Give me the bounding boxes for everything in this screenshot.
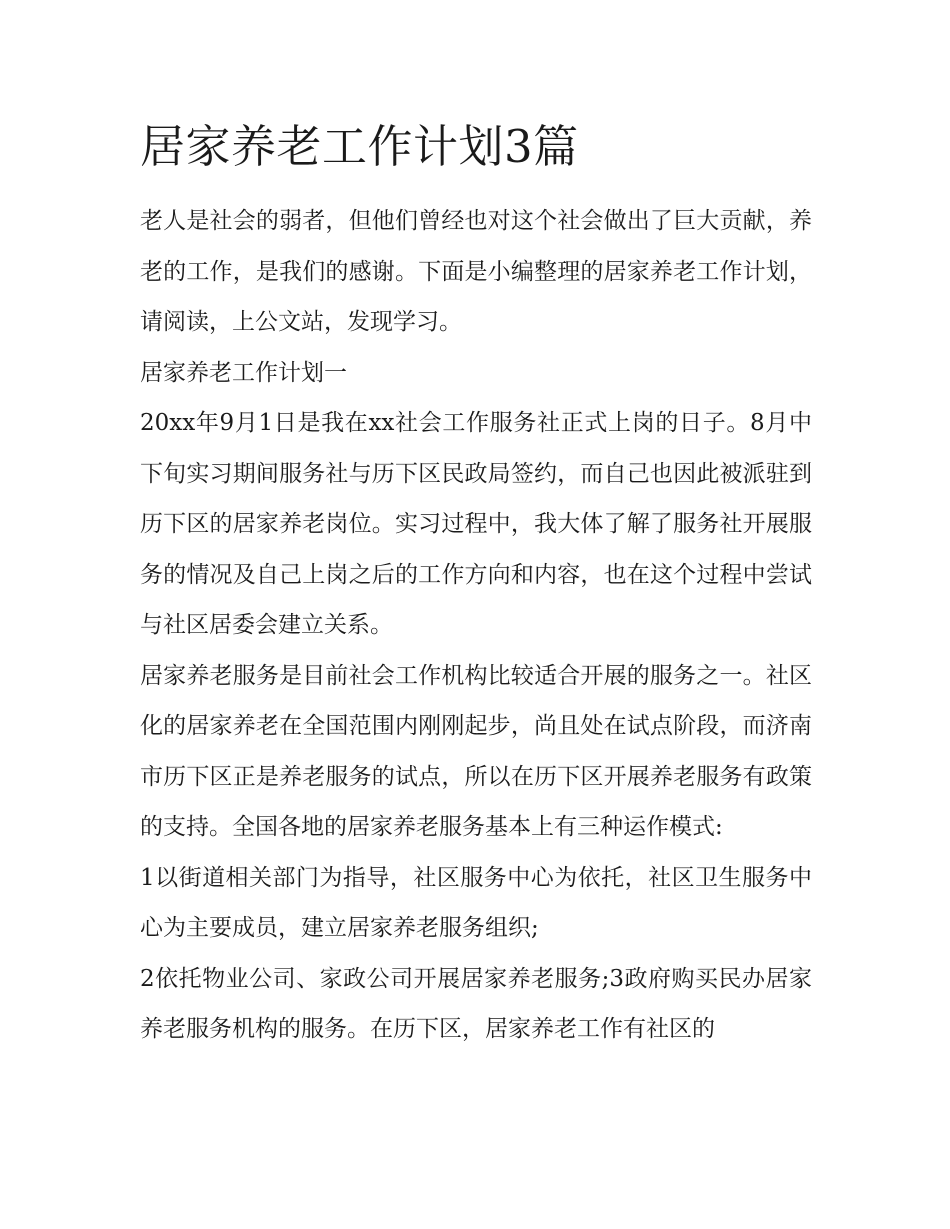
intro-paragraph: 老人是社会的弱者，但他们曾经也对这个社会做出了巨大贡献，养老的工作，是我们的感谢。下面是小编整理的居家养老工作计划，请阅读，上公文站，发现学习。	[140, 208, 812, 335]
section-heading: 居家养老工作计划一	[140, 359, 347, 386]
document-page	[140, 112, 812, 1055]
list-item-model-2-3: 2依托物业公司、家政公司开展居家养老服务;3政府购买民办居家养老服务机构的服务。在历下区，居家养老工作有社区的	[140, 965, 812, 1042]
document-title: 居家养老工作计划3篇	[140, 120, 579, 173]
list-item-model-1: 1以街道相关部门为指导，社区服务中心为依托，社区卫生服务中心为主要成员，建立居家养老服务组织;	[140, 864, 812, 941]
body-paragraph-start-date: 20xx年9月1日是我在xx社会工作服务社正式上岗的日子。8月中下旬实习期间服务社与历下区民政局签约，而自己也因此被派驻到历下区的居家养老岗位。实习过程中，我大体了解了服务社开展服务的情况及自己上岗之后的工作方向和内容，也在这个过程中尝试与社区居委会建立关系。	[140, 410, 812, 638]
body-paragraph-service-models: 居家养老服务是目前社会工作机构比较适合开展的服务之一。社区化的居家养老在全国范围内刚刚起步，尚且处在试点阶段，而济南市历下区正是养老服务的试点，所以在历下区开展养老服务有政策的支持。全国各地的居家养老服务基本上有三种运作模式:	[140, 662, 812, 840]
